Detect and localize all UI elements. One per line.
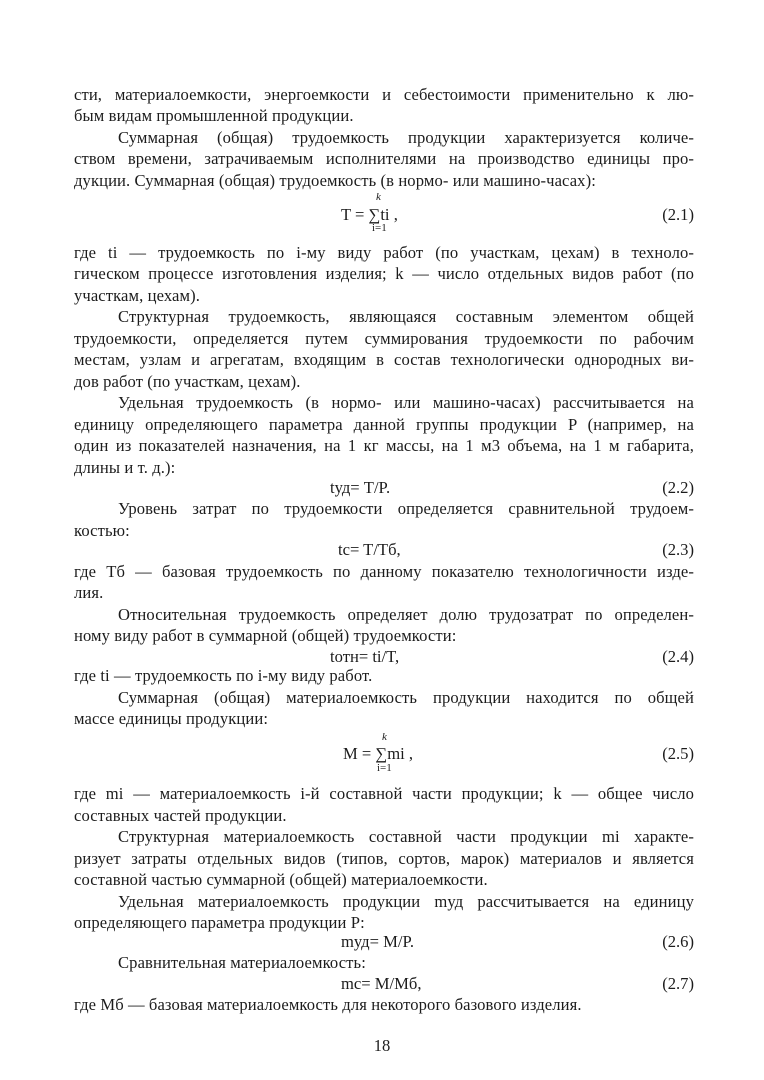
text-line: ному виду работ в суммарной (общей) трудоемкости: [74, 626, 457, 645]
sum-upper-limit: k [382, 731, 387, 743]
sum-upper-limit: k [376, 191, 381, 203]
equation-number: (2.2) [662, 478, 694, 497]
text-line: где Tб — базовая трудоемкость по данному показателю технологичности изде- [74, 562, 694, 581]
text-line: Уровень затрат по трудоемкости определяется сравнительной трудоем- [118, 499, 694, 518]
text-line: лия. [74, 583, 104, 602]
equation-number: (2.5) [662, 744, 694, 763]
text-line: Удельная материалоемкость продукции mуд рассчитывается на единицу [118, 892, 694, 911]
equation-number: (2.7) [662, 974, 694, 993]
formula-2-7: mc= M/Mб, [341, 974, 422, 993]
text-line: Удельная трудоемкость (в нормо- или машино-часах) рассчитывается на [118, 393, 694, 412]
text-line: Суммарная (общая) трудоемкость продукции характеризуется количе- [118, 128, 694, 147]
text-line: где ti — трудоемкость по i-му виду работ. [74, 666, 373, 685]
text-line: составной частью суммарной (общей) материалоемкости. [74, 870, 488, 889]
formula-2-4: tотн= ti/T, [330, 647, 400, 666]
text-line: дукции. Суммарная (общая) трудоемкость (в нормо- или машино-часах): [74, 171, 596, 190]
formula-2-2: tуд= T/P. [330, 478, 391, 497]
text-line: костью: [74, 521, 130, 540]
text-line: где ti — трудоемкость по i-му виду работ (по участкам, цехам) в техноло- [74, 243, 694, 262]
formula-2-6: mуд= M/P. [341, 932, 415, 951]
text-line: бым видам промышленной продукции. [74, 106, 354, 125]
text-line: Сравнительная материалоемкость: [118, 953, 366, 972]
text-line: единицу определяющего параметра данной группы продукции P (например, на [74, 415, 694, 434]
text-line: где mi — материалоемкость i-й составной части продукции; k — общее число [74, 784, 694, 803]
formula: T = ∑ti , [341, 205, 398, 224]
equation-number: (2.1) [662, 205, 694, 224]
text-line: где Mб — базовая материалоемкость для некоторого базового изделия. [74, 995, 582, 1014]
text-line: местам, узлам и агрегатам, входящим в состав технологически однородных ви- [74, 350, 694, 369]
text-line: один из показателей назначения, на 1 кг массы, на 1 м3 объема, на 1 м габарита, [74, 436, 694, 455]
text-line: участкам, цехам). [74, 286, 200, 305]
text-line: длины и т. д.): [74, 458, 176, 477]
text-line: ризует затраты отдельных видов (типов, сортов, марок) материалов и является [74, 849, 694, 868]
equation-number: (2.4) [662, 647, 694, 666]
text-line: гическом процессе изготовления изделия; k — число отдельных видов работ (по [74, 264, 694, 283]
text-line: определяющего параметра продукции P: [74, 913, 365, 932]
sum-lower-limit: i=1 [377, 762, 392, 774]
formula-2-3: tc= T/Tб, [338, 540, 401, 559]
text-line: Структурная трудоемкость, являющаяся составным элементом общей [118, 307, 694, 326]
text-line: Относительная трудоемкость определяет долю трудозатрат по определен- [118, 605, 694, 624]
text-line: дов работ (по участкам, цехам). [74, 372, 301, 391]
text-line: Суммарная (общая) материалоемкость продукции находится по общей [118, 688, 694, 707]
page-number: 18 [373, 1036, 391, 1055]
text-line: массе единицы продукции: [74, 709, 269, 728]
equation-number: (2.3) [662, 540, 694, 559]
equation-number: (2.6) [662, 932, 694, 951]
sum-lower-limit: i=1 [372, 222, 387, 234]
text-line: ством времени, затрачиваемым исполнителями на производство единицы про- [74, 149, 694, 168]
text-line: сти, материалоемкости, энергоемкости и себестоимости применительно к лю- [74, 85, 694, 104]
text-line: составных частей продукции. [74, 806, 287, 825]
text-line: трудоемкости, определяется путем суммирования трудоемкости по рабочим [74, 329, 694, 348]
text-line: Структурная материалоемкость составной части продукции mi характе- [118, 827, 694, 846]
formula: M = ∑mi , [343, 744, 414, 763]
